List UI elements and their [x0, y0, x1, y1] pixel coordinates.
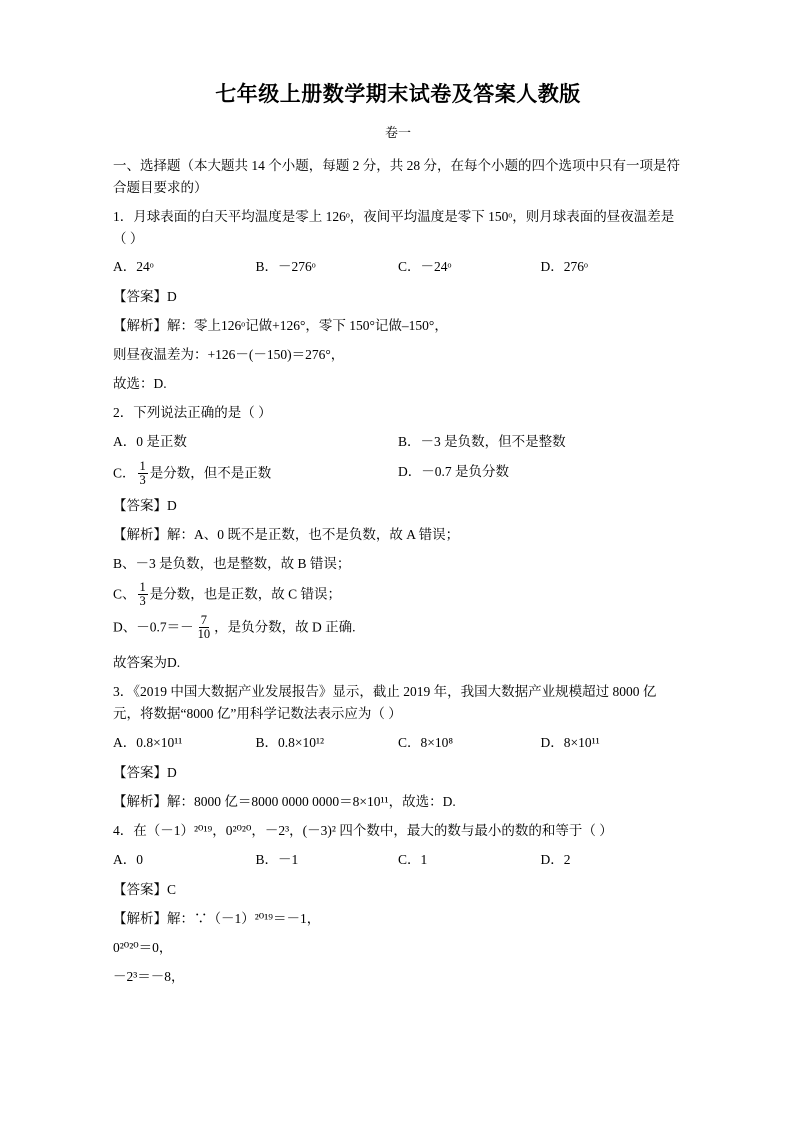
analysis-2d-prefix: D、－0.7＝－ — [113, 619, 194, 635]
analysis-3-line-1: 【解析】解：8000 亿＝8000 0000 0000＝8×10¹¹，故选：D. — [113, 794, 456, 810]
fraction-denominator: 3 — [139, 594, 146, 609]
fraction-numerator: 7 — [200, 613, 207, 628]
option-1d: D．276ᵒ — [540, 259, 588, 275]
analysis-2-line-2: B、－3 是负数，也是整数，故 B 错误； — [113, 556, 351, 572]
fraction-numerator: 1 — [139, 579, 146, 594]
option-2c — [113, 458, 398, 488]
option-2b: B．－3 是负数，但不是整数 — [398, 433, 566, 449]
option-1b: B．－276ᵒ — [255, 259, 316, 275]
option-4b: B．－1 — [255, 851, 299, 867]
fraction-one-third — [138, 460, 148, 487]
option-3a: A．0.8×10¹¹ — [113, 735, 183, 751]
fraction-seven-tenths — [196, 614, 213, 641]
options-row-1 — [113, 256, 683, 279]
analysis-1-line-1: 【解析】解：零上126ᵒ记做+126°，零下 150°记做–150°， — [113, 318, 448, 334]
conclusion-2: 故答案为D. — [113, 655, 181, 671]
analysis-4-line-3: －2³＝－8， — [113, 968, 185, 984]
section-heading: 一、选择题（本大题共 14 个小题，每题 2 分，共 28 分，在每个小题的四个选项中只有一项是符合题目要求的） — [113, 158, 680, 195]
answer-1: 【答案】D — [113, 289, 177, 305]
options-row-3 — [113, 732, 683, 755]
analysis-1-line-2: 则昼夜温差为：+126－(－150)＝276°， — [113, 347, 345, 363]
option-4c: C．1 — [398, 851, 428, 867]
analysis-2-line-1: 【解析】解：A、0 既不是正数，也不是负数，故 A 错误； — [113, 527, 460, 543]
option-2a: A．0 是正数 — [113, 433, 187, 449]
answer-3: 【答案】D — [113, 765, 177, 781]
options-row-2b — [113, 458, 683, 488]
answer-2: 【答案】D — [113, 498, 177, 514]
option-2c-prefix: C． — [113, 465, 136, 481]
option-3d: D．8×10¹¹ — [540, 735, 600, 751]
option-2c-suffix: 是分数，但不是正数 — [149, 465, 272, 481]
fraction-numerator: 1 — [139, 458, 146, 473]
question-stem-1: 1．月球表面的白天平均温度是零上 126ᵒ，夜间平均温度是零下 150ᵒ，则月球表面的昼夜温差是（ ） — [113, 208, 675, 246]
analysis-2d-suffix: ，是负分数，故 D 正确. — [214, 619, 356, 635]
option-4d: D．2 — [540, 851, 571, 867]
option-3c: C．8×10⁸ — [398, 735, 454, 751]
option-2d: D．－0.7 是负分数 — [398, 463, 509, 479]
fraction-one-third-2 — [138, 581, 148, 608]
option-1c: C．－24ᵒ — [398, 259, 452, 275]
options-row-4 — [113, 849, 683, 872]
options-row-2a — [113, 431, 683, 454]
answer-4: 【答案】C — [113, 881, 177, 897]
question-stem-2: 2．下列说法正确的是（ ） — [113, 405, 272, 421]
fraction-denominator: 3 — [139, 473, 146, 488]
option-1a: A．24ᵒ — [113, 259, 154, 275]
analysis-2c-prefix: C、 — [113, 586, 136, 602]
question-stem-4: 4．在（－1）²⁰¹⁹，0²⁰²⁰，－2³，(－3)² 四个数中，最大的数与最小的数的和等于（ ） — [113, 822, 613, 838]
analysis-1-line-3: 故选：D. — [113, 376, 167, 392]
analysis-4-line-1: 【解析】解：∵（－1）²⁰¹⁹＝－1， — [113, 910, 321, 926]
fraction-denominator: 10 — [197, 627, 211, 642]
question-stem-3: 3．《2019 中国大数据产业发展报告》显示，截止 2019 年，我国大数据产业规模超过 8000 亿元，将数据“8000 亿”用科学记数法表示应为（ ） — [113, 684, 657, 722]
page-title: 七年级上册数学期末试卷及答案人教版 — [215, 82, 581, 106]
option-3b: B．0.8×10¹² — [255, 735, 325, 751]
paper-subtitle: 卷一 — [384, 125, 411, 140]
option-4a: A．0 — [113, 851, 143, 867]
analysis-2-line-4 — [113, 615, 683, 642]
analysis-4-line-2: 0²⁰²⁰＝0， — [113, 939, 173, 955]
analysis-2c-suffix: 是分数，也是正数，故 C 错误； — [149, 586, 342, 602]
analysis-2-line-3 — [113, 579, 683, 609]
